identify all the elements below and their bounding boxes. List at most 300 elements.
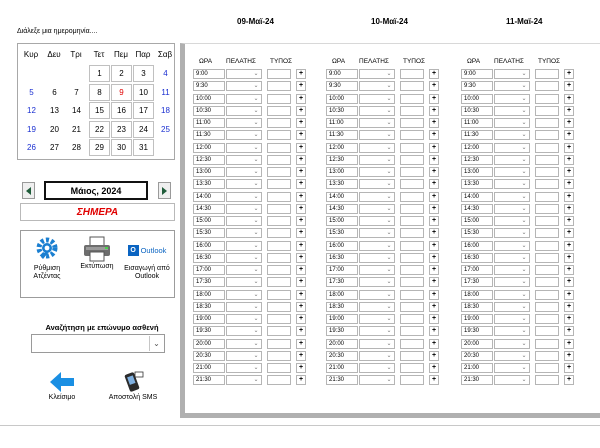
- chevron-down-icon[interactable]: ⌄: [386, 181, 392, 188]
- type-field[interactable]: [267, 326, 291, 336]
- client-select[interactable]: [359, 167, 395, 177]
- chevron-down-icon[interactable]: ⌄: [521, 230, 527, 237]
- add-appointment-button[interactable]: +: [296, 143, 306, 153]
- type-field[interactable]: [267, 69, 291, 79]
- chevron-down-icon[interactable]: ⌄: [521, 328, 527, 335]
- client-select[interactable]: [494, 314, 530, 324]
- client-select[interactable]: [359, 81, 395, 91]
- type-field[interactable]: [400, 326, 424, 336]
- chevron-down-icon[interactable]: ⌄: [253, 169, 259, 175]
- type-field[interactable]: [400, 192, 424, 202]
- client-select[interactable]: [359, 265, 395, 275]
- chevron-down-icon[interactable]: ⌄: [386, 83, 392, 90]
- type-field[interactable]: [400, 204, 424, 214]
- chevron-down-icon[interactable]: ⌄: [149, 336, 163, 351]
- add-appointment-button[interactable]: +: [564, 228, 574, 238]
- chevron-down-icon[interactable]: ⌄: [386, 144, 392, 151]
- chevron-down-icon[interactable]: ⌄: [521, 120, 527, 126]
- client-select[interactable]: [226, 204, 262, 214]
- client-select[interactable]: [226, 216, 262, 226]
- chevron-down-icon[interactable]: ⌄: [521, 316, 527, 322]
- chevron-down-icon[interactable]: ⌄: [253, 352, 259, 359]
- client-select[interactable]: [494, 81, 530, 91]
- client-select[interactable]: [226, 265, 262, 275]
- chevron-down-icon[interactable]: ⌄: [386, 328, 392, 335]
- type-field[interactable]: [535, 351, 559, 361]
- chevron-down-icon[interactable]: ⌄: [253, 132, 259, 139]
- chevron-down-icon[interactable]: ⌄: [521, 279, 527, 286]
- add-appointment-button[interactable]: +: [429, 69, 439, 79]
- type-field[interactable]: [267, 375, 291, 385]
- client-select[interactable]: [226, 155, 262, 165]
- client-select[interactable]: [226, 375, 262, 385]
- type-field[interactable]: [535, 106, 559, 116]
- client-select[interactable]: [359, 302, 395, 312]
- chevron-down-icon[interactable]: ⌄: [253, 291, 259, 298]
- client-select[interactable]: [359, 277, 395, 287]
- add-appointment-button[interactable]: +: [429, 265, 439, 275]
- chevron-down-icon[interactable]: ⌄: [521, 132, 527, 139]
- add-appointment-button[interactable]: +: [564, 192, 574, 202]
- calendar-day[interactable]: 12: [27, 106, 36, 115]
- chevron-down-icon[interactable]: ⌄: [386, 254, 392, 261]
- client-select[interactable]: [226, 81, 262, 91]
- chevron-down-icon[interactable]: ⌄: [386, 205, 392, 212]
- type-field[interactable]: [535, 130, 559, 140]
- client-select[interactable]: [359, 216, 395, 226]
- add-appointment-button[interactable]: +: [564, 81, 574, 91]
- add-appointment-button[interactable]: +: [429, 228, 439, 238]
- client-select[interactable]: [494, 363, 530, 373]
- chevron-down-icon[interactable]: ⌄: [521, 365, 527, 371]
- chevron-down-icon[interactable]: ⌄: [521, 352, 527, 359]
- client-select[interactable]: [494, 228, 530, 238]
- client-select[interactable]: [359, 94, 395, 104]
- chevron-down-icon[interactable]: ⌄: [253, 340, 259, 347]
- type-field[interactable]: [267, 265, 291, 275]
- calendar-day[interactable]: 13: [50, 106, 59, 115]
- client-select[interactable]: [494, 265, 530, 275]
- add-appointment-button[interactable]: +: [296, 290, 306, 300]
- add-appointment-button[interactable]: +: [296, 339, 306, 349]
- add-appointment-button[interactable]: +: [564, 253, 574, 263]
- add-appointment-button[interactable]: +: [296, 130, 306, 140]
- client-select[interactable]: [494, 106, 530, 116]
- add-appointment-button[interactable]: +: [296, 241, 306, 251]
- type-field[interactable]: [400, 290, 424, 300]
- chevron-down-icon[interactable]: ⌄: [253, 328, 259, 335]
- type-field[interactable]: [400, 216, 424, 226]
- client-select[interactable]: [226, 290, 262, 300]
- add-appointment-button[interactable]: +: [429, 363, 439, 373]
- chevron-down-icon[interactable]: ⌄: [253, 205, 259, 212]
- client-select[interactable]: [226, 351, 262, 361]
- chevron-down-icon[interactable]: ⌄: [253, 144, 259, 151]
- type-field[interactable]: [535, 118, 559, 128]
- type-field[interactable]: [267, 118, 291, 128]
- type-field[interactable]: [267, 241, 291, 251]
- add-appointment-button[interactable]: +: [429, 216, 439, 226]
- chevron-down-icon[interactable]: ⌄: [386, 95, 392, 102]
- client-select[interactable]: [226, 339, 262, 349]
- chevron-down-icon[interactable]: ⌄: [521, 95, 527, 102]
- add-appointment-button[interactable]: +: [296, 375, 306, 385]
- client-select[interactable]: [494, 290, 530, 300]
- add-appointment-button[interactable]: +: [296, 277, 306, 287]
- type-field[interactable]: [400, 130, 424, 140]
- add-appointment-button[interactable]: +: [296, 326, 306, 336]
- client-select[interactable]: [359, 314, 395, 324]
- chevron-down-icon[interactable]: ⌄: [386, 71, 392, 77]
- type-field[interactable]: [267, 314, 291, 324]
- add-appointment-button[interactable]: +: [429, 106, 439, 116]
- chevron-down-icon[interactable]: ⌄: [521, 205, 527, 212]
- chevron-down-icon[interactable]: ⌄: [253, 120, 259, 126]
- client-select[interactable]: [494, 339, 530, 349]
- add-appointment-button[interactable]: +: [564, 106, 574, 116]
- add-appointment-button[interactable]: +: [296, 81, 306, 91]
- calendar-day[interactable]: 2: [111, 65, 132, 82]
- type-field[interactable]: [267, 94, 291, 104]
- chevron-down-icon[interactable]: ⌄: [386, 340, 392, 347]
- add-appointment-button[interactable]: +: [564, 277, 574, 287]
- calendar-day[interactable]: 19: [27, 124, 36, 134]
- type-field[interactable]: [535, 241, 559, 251]
- client-select[interactable]: [359, 118, 395, 128]
- chevron-down-icon[interactable]: ⌄: [386, 169, 392, 175]
- calendar-day[interactable]: 9: [111, 84, 132, 101]
- add-appointment-button[interactable]: +: [429, 167, 439, 177]
- add-appointment-button[interactable]: +: [429, 118, 439, 128]
- type-field[interactable]: [535, 204, 559, 214]
- add-appointment-button[interactable]: +: [296, 253, 306, 263]
- chevron-down-icon[interactable]: ⌄: [521, 303, 527, 310]
- client-select[interactable]: [494, 130, 530, 140]
- client-select[interactable]: [359, 179, 395, 189]
- calendar-day[interactable]: 4: [163, 69, 168, 78]
- chevron-down-icon[interactable]: ⌄: [386, 120, 392, 126]
- chevron-down-icon[interactable]: ⌄: [521, 340, 527, 347]
- chevron-down-icon[interactable]: ⌄: [521, 254, 527, 261]
- client-select[interactable]: [359, 143, 395, 153]
- client-select[interactable]: [226, 69, 262, 79]
- type-field[interactable]: [400, 277, 424, 287]
- type-field[interactable]: [535, 277, 559, 287]
- add-appointment-button[interactable]: +: [564, 375, 574, 385]
- calendar-day[interactable]: 23: [111, 121, 132, 138]
- type-field[interactable]: [400, 155, 424, 165]
- add-appointment-button[interactable]: +: [296, 216, 306, 226]
- send-sms-button[interactable]: [105, 370, 161, 401]
- chevron-down-icon[interactable]: ⌄: [253, 303, 259, 310]
- chevron-down-icon[interactable]: ⌄: [253, 267, 259, 273]
- chevron-down-icon[interactable]: ⌄: [521, 193, 527, 200]
- type-field[interactable]: [400, 94, 424, 104]
- client-select[interactable]: [494, 253, 530, 263]
- client-select[interactable]: [226, 277, 262, 287]
- add-appointment-button[interactable]: +: [429, 277, 439, 287]
- add-appointment-button[interactable]: +: [564, 265, 574, 275]
- chevron-down-icon[interactable]: ⌄: [253, 193, 259, 200]
- calendar-day[interactable]: 26: [27, 143, 36, 152]
- client-select[interactable]: [226, 106, 262, 116]
- calendar-day[interactable]: 3: [133, 65, 154, 82]
- client-select[interactable]: [359, 204, 395, 214]
- chevron-down-icon[interactable]: ⌄: [386, 193, 392, 200]
- calendar-day[interactable]: 15: [89, 102, 110, 119]
- calendar-day[interactable]: 22: [89, 121, 110, 138]
- type-field[interactable]: [400, 241, 424, 251]
- chevron-down-icon[interactable]: ⌄: [386, 230, 392, 237]
- type-field[interactable]: [535, 363, 559, 373]
- type-field[interactable]: [535, 155, 559, 165]
- chevron-down-icon[interactable]: ⌄: [386, 242, 392, 249]
- chevron-down-icon[interactable]: ⌄: [386, 132, 392, 139]
- calendar-day[interactable]: 16: [111, 102, 132, 119]
- chevron-down-icon[interactable]: ⌄: [253, 181, 259, 188]
- add-appointment-button[interactable]: +: [429, 339, 439, 349]
- add-appointment-button[interactable]: +: [296, 302, 306, 312]
- add-appointment-button[interactable]: +: [429, 81, 439, 91]
- client-select[interactable]: [359, 228, 395, 238]
- type-field[interactable]: [400, 363, 424, 373]
- type-field[interactable]: [267, 339, 291, 349]
- type-field[interactable]: [400, 228, 424, 238]
- chevron-down-icon[interactable]: ⌄: [253, 230, 259, 237]
- calendar-day[interactable]: 21: [72, 124, 81, 134]
- outlook-import-button[interactable]: [121, 235, 173, 281]
- client-select[interactable]: [359, 130, 395, 140]
- chevron-down-icon[interactable]: ⌄: [386, 377, 392, 384]
- client-select[interactable]: [359, 241, 395, 251]
- type-field[interactable]: [400, 265, 424, 275]
- type-field[interactable]: [535, 228, 559, 238]
- calendar-day[interactable]: 17: [133, 102, 154, 119]
- client-select[interactable]: [226, 118, 262, 128]
- agenda-settings-button[interactable]: [27, 235, 67, 281]
- type-field[interactable]: [267, 130, 291, 140]
- type-field[interactable]: [535, 143, 559, 153]
- chevron-down-icon[interactable]: ⌄: [386, 303, 392, 310]
- type-field[interactable]: [400, 69, 424, 79]
- type-field[interactable]: [400, 375, 424, 385]
- add-appointment-button[interactable]: +: [296, 106, 306, 116]
- add-appointment-button[interactable]: +: [564, 216, 574, 226]
- add-appointment-button[interactable]: +: [429, 179, 439, 189]
- chevron-down-icon[interactable]: ⌄: [386, 156, 392, 163]
- chevron-down-icon[interactable]: ⌄: [386, 279, 392, 286]
- add-appointment-button[interactable]: +: [564, 204, 574, 214]
- chevron-down-icon[interactable]: ⌄: [253, 156, 259, 163]
- client-select[interactable]: [494, 326, 530, 336]
- type-field[interactable]: [535, 253, 559, 263]
- add-appointment-button[interactable]: +: [429, 143, 439, 153]
- client-select[interactable]: [226, 179, 262, 189]
- client-select[interactable]: [226, 363, 262, 373]
- client-select[interactable]: [494, 118, 530, 128]
- add-appointment-button[interactable]: +: [564, 314, 574, 324]
- chevron-down-icon[interactable]: ⌄: [386, 316, 392, 322]
- calendar-day[interactable]: 30: [111, 139, 132, 156]
- add-appointment-button[interactable]: +: [564, 302, 574, 312]
- add-appointment-button[interactable]: +: [296, 167, 306, 177]
- client-select[interactable]: [226, 192, 262, 202]
- add-appointment-button[interactable]: +: [564, 339, 574, 349]
- add-appointment-button[interactable]: +: [296, 351, 306, 361]
- chevron-down-icon[interactable]: ⌄: [253, 242, 259, 249]
- chevron-down-icon[interactable]: ⌄: [521, 144, 527, 151]
- client-select[interactable]: [226, 130, 262, 140]
- type-field[interactable]: [267, 228, 291, 238]
- type-field[interactable]: [535, 216, 559, 226]
- client-select[interactable]: [494, 69, 530, 79]
- calendar-day[interactable]: 31: [133, 139, 154, 156]
- type-field[interactable]: [535, 192, 559, 202]
- type-field[interactable]: [267, 155, 291, 165]
- add-appointment-button[interactable]: +: [429, 155, 439, 165]
- type-field[interactable]: [400, 339, 424, 349]
- chevron-down-icon[interactable]: ⌄: [521, 83, 527, 90]
- chevron-down-icon[interactable]: ⌄: [521, 71, 527, 77]
- client-select[interactable]: [226, 228, 262, 238]
- calendar-day[interactable]: 6: [52, 87, 57, 97]
- type-field[interactable]: [400, 81, 424, 91]
- add-appointment-button[interactable]: +: [429, 290, 439, 300]
- chevron-down-icon[interactable]: ⌄: [253, 377, 259, 384]
- client-select[interactable]: [359, 375, 395, 385]
- type-field[interactable]: [535, 302, 559, 312]
- calendar-day[interactable]: 10: [133, 84, 154, 101]
- chevron-down-icon[interactable]: ⌄: [521, 169, 527, 175]
- type-field[interactable]: [267, 106, 291, 116]
- client-select[interactable]: [359, 339, 395, 349]
- type-field[interactable]: [267, 204, 291, 214]
- chevron-down-icon[interactable]: ⌄: [253, 107, 259, 114]
- client-select[interactable]: [494, 277, 530, 287]
- client-select[interactable]: [494, 167, 530, 177]
- type-field[interactable]: [400, 253, 424, 263]
- add-appointment-button[interactable]: +: [564, 94, 574, 104]
- add-appointment-button[interactable]: +: [429, 375, 439, 385]
- chevron-down-icon[interactable]: ⌄: [386, 267, 392, 273]
- client-select[interactable]: [494, 241, 530, 251]
- calendar-day[interactable]: 25: [161, 124, 170, 134]
- chevron-down-icon[interactable]: ⌄: [521, 156, 527, 163]
- chevron-down-icon[interactable]: ⌄: [386, 365, 392, 371]
- type-field[interactable]: [535, 179, 559, 189]
- add-appointment-button[interactable]: +: [564, 155, 574, 165]
- client-select[interactable]: [359, 326, 395, 336]
- type-field[interactable]: [267, 192, 291, 202]
- add-appointment-button[interactable]: +: [564, 179, 574, 189]
- chevron-down-icon[interactable]: ⌄: [253, 365, 259, 371]
- calendar-day[interactable]: 28: [72, 143, 81, 152]
- type-field[interactable]: [400, 314, 424, 324]
- add-appointment-button[interactable]: +: [296, 204, 306, 214]
- add-appointment-button[interactable]: +: [296, 69, 306, 79]
- chevron-down-icon[interactable]: ⌄: [253, 316, 259, 322]
- type-field[interactable]: [535, 167, 559, 177]
- add-appointment-button[interactable]: +: [296, 363, 306, 373]
- chevron-down-icon[interactable]: ⌄: [521, 107, 527, 114]
- type-field[interactable]: [400, 302, 424, 312]
- calendar-day[interactable]: 7: [74, 87, 79, 97]
- add-appointment-button[interactable]: +: [564, 143, 574, 153]
- calendar-day[interactable]: 24: [133, 121, 154, 138]
- chevron-down-icon[interactable]: ⌄: [521, 377, 527, 384]
- next-month-button[interactable]: [158, 182, 171, 199]
- add-appointment-button[interactable]: +: [429, 253, 439, 263]
- chevron-down-icon[interactable]: ⌄: [386, 218, 392, 224]
- add-appointment-button[interactable]: +: [296, 118, 306, 128]
- chevron-down-icon[interactable]: ⌄: [386, 107, 392, 114]
- client-select[interactable]: [359, 253, 395, 263]
- chevron-down-icon[interactable]: ⌄: [521, 181, 527, 188]
- add-appointment-button[interactable]: +: [429, 192, 439, 202]
- type-field[interactable]: [400, 179, 424, 189]
- add-appointment-button[interactable]: +: [564, 69, 574, 79]
- chevron-down-icon[interactable]: ⌄: [253, 95, 259, 102]
- type-field[interactable]: [535, 339, 559, 349]
- client-select[interactable]: [494, 351, 530, 361]
- type-field[interactable]: [535, 375, 559, 385]
- add-appointment-button[interactable]: +: [429, 94, 439, 104]
- client-select[interactable]: [494, 155, 530, 165]
- type-field[interactable]: [267, 277, 291, 287]
- client-select[interactable]: [226, 143, 262, 153]
- type-field[interactable]: [267, 216, 291, 226]
- client-select[interactable]: [494, 192, 530, 202]
- client-select[interactable]: [226, 302, 262, 312]
- calendar-day[interactable]: 5: [29, 87, 34, 97]
- type-field[interactable]: [535, 326, 559, 336]
- calendar-day[interactable]: 1: [89, 65, 110, 82]
- patient-search-combo[interactable]: [31, 334, 165, 353]
- chevron-down-icon[interactable]: ⌄: [386, 352, 392, 359]
- type-field[interactable]: [267, 167, 291, 177]
- calendar-day[interactable]: 29: [89, 139, 110, 156]
- chevron-down-icon[interactable]: ⌄: [521, 218, 527, 224]
- type-field[interactable]: [267, 81, 291, 91]
- client-select[interactable]: [359, 290, 395, 300]
- type-field[interactable]: [535, 81, 559, 91]
- calendar-day[interactable]: 11: [161, 87, 170, 97]
- client-select[interactable]: [359, 192, 395, 202]
- type-field[interactable]: [267, 302, 291, 312]
- client-select[interactable]: [359, 351, 395, 361]
- add-appointment-button[interactable]: +: [429, 314, 439, 324]
- calendar-day[interactable]: 20: [50, 124, 59, 134]
- client-select[interactable]: [494, 216, 530, 226]
- add-appointment-button[interactable]: +: [429, 204, 439, 214]
- add-appointment-button[interactable]: +: [564, 290, 574, 300]
- client-select[interactable]: [359, 155, 395, 165]
- add-appointment-button[interactable]: +: [564, 118, 574, 128]
- add-appointment-button[interactable]: +: [429, 130, 439, 140]
- type-field[interactable]: [267, 351, 291, 361]
- client-select[interactable]: [226, 167, 262, 177]
- add-appointment-button[interactable]: +: [296, 228, 306, 238]
- add-appointment-button[interactable]: +: [296, 94, 306, 104]
- add-appointment-button[interactable]: +: [429, 351, 439, 361]
- chevron-down-icon[interactable]: ⌄: [253, 254, 259, 261]
- client-select[interactable]: [494, 204, 530, 214]
- type-field[interactable]: [267, 253, 291, 263]
- client-select[interactable]: [359, 363, 395, 373]
- add-appointment-button[interactable]: +: [429, 241, 439, 251]
- print-button[interactable]: [75, 235, 119, 271]
- add-appointment-button[interactable]: +: [564, 241, 574, 251]
